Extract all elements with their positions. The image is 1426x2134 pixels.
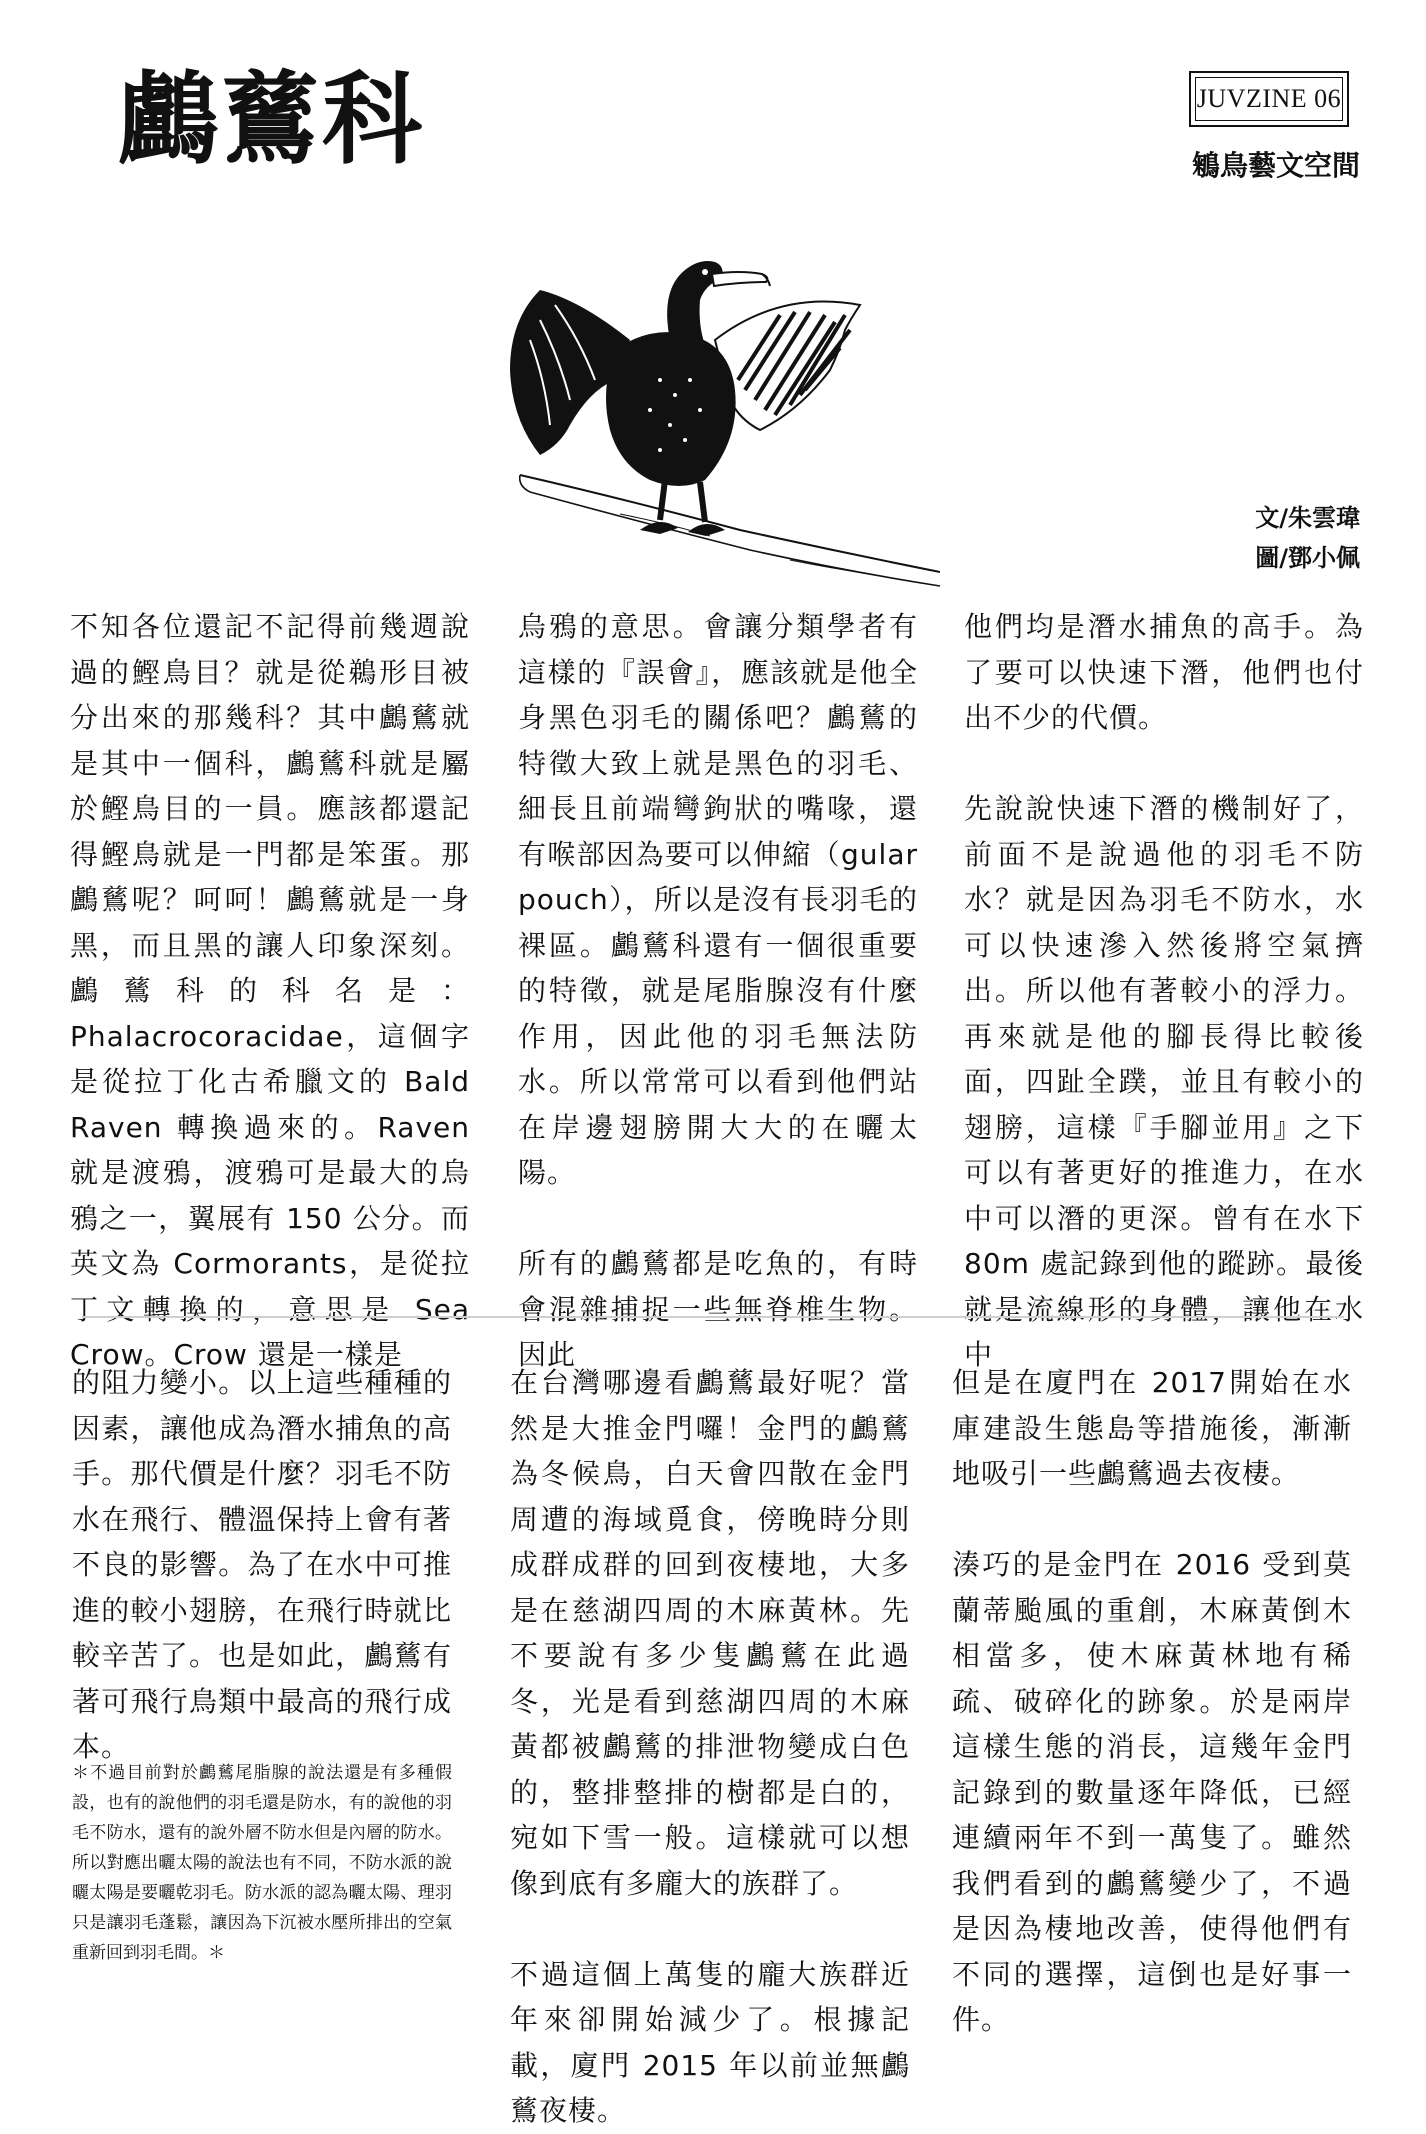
paragraph: 烏鴉的意思。會讓分類學者有這樣的『誤會』，應該就是他全身黑色羽毛的關係吧？鸕鶿的特徵大致上就是黑色的羽毛、細長且前端彎鉤狀的嘴喙，還有喉部因為要可以伸縮（gular pouch），所以是沒有長羽毛的裸區。鸕鶿科還有一個很重要的特徵，就是尾脂腺沒有什麼作用，因此他的羽毛無法防水。所以常常可以看到他們站在岸邊翅膀開大大的在曬太陽。 <box>518 610 918 1189</box>
paragraph: 在台灣哪邊看鸕鶿最好呢？當然是大推金門囉！金門的鸕鶿為冬候鳥，白天會四散在金門周遭的海域覓食，傍晚時分則成群成群的回到夜棲地，大多是在慈湖四周的木麻黃林。先不要說有多少隻鸕鶿在此過冬，光是看到慈湖四周的木麻黃都被鸕鶿的排泄物變成白色的，整排整排的樹都是白的，宛如下雪一般。這樣就可以想像到底有多龐大的族群了。 <box>510 1366 910 1900</box>
page-title: 鸕鶿科 <box>118 61 424 178</box>
lower-column-1 <box>72 1360 452 1770</box>
upper-column-1 <box>70 604 470 1378</box>
paragraph: 但是在廈門在 2017開始在水庫建設生態島等措施後，漸漸地吸引一些鸕鶿過去夜棲。 <box>952 1366 1352 1490</box>
illustrator-credit: 圖/鄧小佩 <box>1255 544 1360 572</box>
paragraph: 不知各位還記不記得前幾週說過的鰹鳥目？就是從鵜形目被分出來的那幾科？其中鸕鶿就是其中一個科，鸕鶿科就是屬於鰹鳥目的一員。應該都還記得鰹鳥就是一門都是笨蛋。那鸕鶿呢？呵呵！鸕鶿就是一身黑，而且黑的讓人印象深刻。鸕鶿科的科名是：Phalacrocoracidae，這個字是從拉丁化古希臘文的 Bald Raven 轉換過來的。Raven 就是渡鴉，渡鴉可是最大的烏鴉之一，翼展有 150 公分。而英文為 Cormorants，是從拉丁文轉換的，意思是 Sea Crow。Crow 還是一樣是 <box>70 610 470 1371</box>
paragraph: 他們均是潛水捕魚的高手。為了要可以快速下潛，他們也付出不少的代價。 <box>964 610 1364 734</box>
zine-badge <box>1189 71 1349 127</box>
cormorant-illustration <box>500 230 940 590</box>
footnote: ＊不過目前對於鸕鶿尾脂腺的說法還是有多種假設，也有的說他們的羽毛還是防水，有的說他的羽毛不防水，還有的說外層不防水但是內層的防水。所以對應出曬太陽的說法也有不同，不防水派的說曬太陽是要曬乾羽毛。防水派的認為曬太陽、理羽只是讓羽毛蓬鬆，讓因為下沉被水壓所排出的空氣重新回到羽毛間。＊ <box>72 1763 452 1963</box>
publisher-name: 鵴鳥藝文空間 <box>1191 149 1360 182</box>
author-credit: 文/朱雲瑋 <box>1255 504 1360 532</box>
paragraph: 湊巧的是金門在 2016 受到莫蘭蒂颱風的重創，木麻黃倒木相當多，使木麻黃林地有稀疏、破碎化的跡象。於是兩岸這樣生態的消長，這幾年金門記錄到的數量逐年降低，已經連續兩年不到一萬隻了。雖然我們看到的鸕鶿變少了，不過是因為棲地改善，使得他們有不同的選擇，這倒也是好事一件。 <box>952 1548 1352 2036</box>
paragraph: 的阻力變小。以上這些種種的因素，讓他成為潛水捕魚的高手。那代價是什麼？羽毛不防水在飛行、體溫保持上會有著不良的影響。為了在水中可推進的較小翅膀，在飛行時就比較辛苦了。也是如此，鸕鶿有著可飛行鳥類中最高的飛行成本。 <box>72 1366 452 1763</box>
lower-column-3 <box>952 1360 1352 2043</box>
paragraph: 先說說快速下潛的機制好了，前面不是說過他的羽毛不防水？就是因為羽毛不防水，水可以快速滲入然後將空氣擠出。所以他有著較小的浮力。再來就是他的腳長得比較後面，四趾全蹼，並且有較小的翅膀，這樣『手腳並用』之下可以有著更好的推進力，在水中可以潛的更深。曾有在水下 80m 處記錄到他的蹤跡。最後就是流線形的身體，讓他在水中 <box>964 792 1364 1371</box>
paragraph: 不過這個上萬隻的龐大族群近年來卻開始減少了。根據記載，廈門 2015 年以前並無鸕鶿夜棲。 <box>510 1957 910 2127</box>
section-divider <box>82 1316 1344 1318</box>
paragraph: 所有的鸕鶿都是吃魚的，有時會混雜捕捉一些無脊椎生物。因此 <box>518 1247 918 1371</box>
lower-column-2 <box>510 1360 910 2134</box>
upper-column-3 <box>964 604 1364 1378</box>
upper-column-2 <box>518 604 918 1378</box>
credits <box>1180 498 1360 578</box>
zine-badge-label: JUVZINE 06 <box>1195 77 1343 121</box>
